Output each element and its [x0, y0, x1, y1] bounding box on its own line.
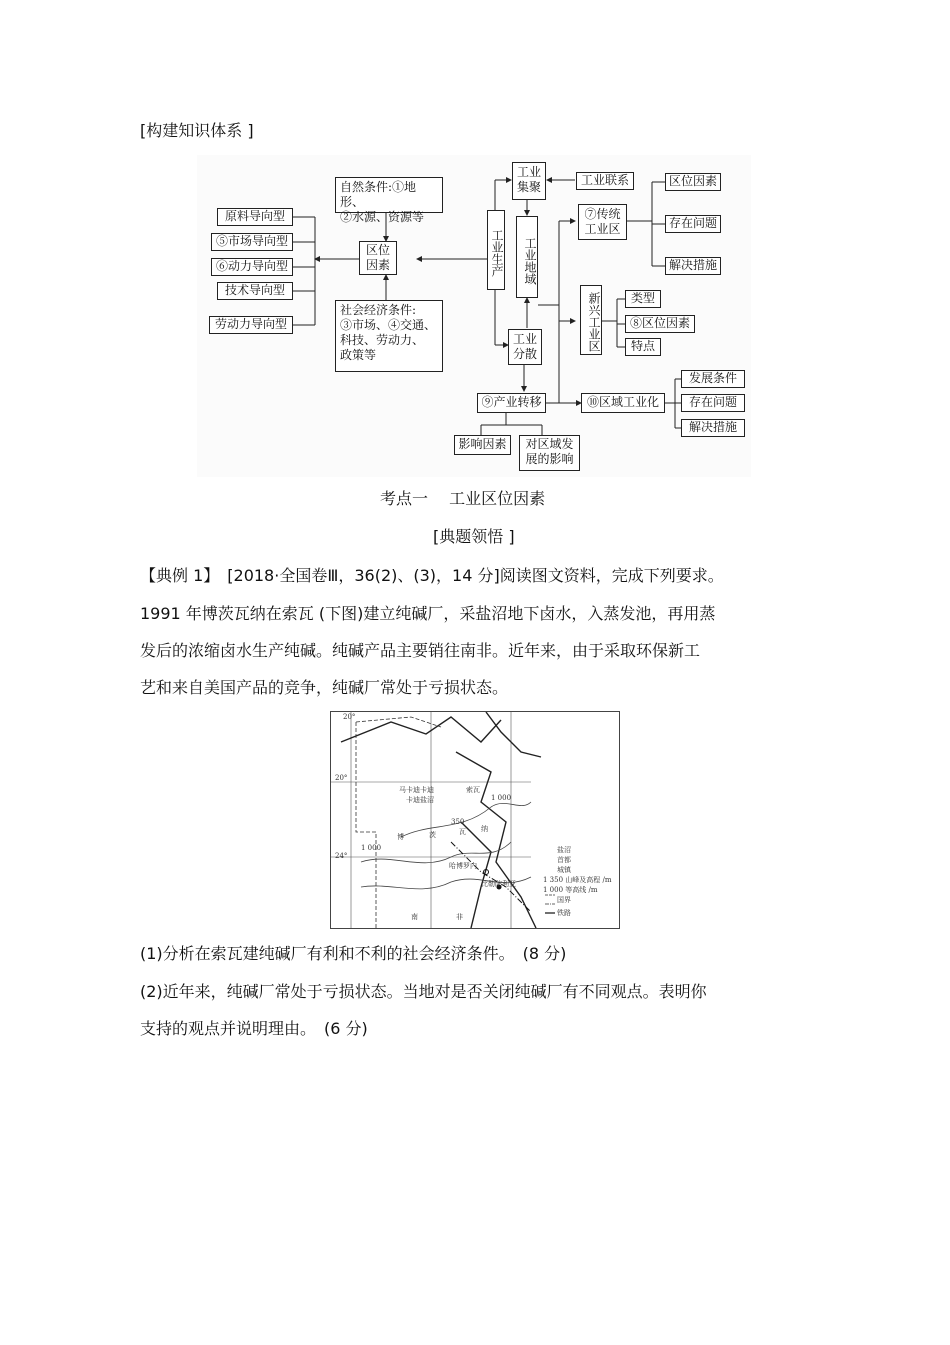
- natural-conditions-line2: ②水源、资源等: [340, 210, 425, 224]
- contour-1000-a: 1 000: [491, 794, 512, 802]
- location-factors-box: [359, 241, 397, 275]
- peak-350: 350: [451, 818, 465, 826]
- traditional-item-location: 区位因素: [665, 173, 721, 191]
- industrialization-item-conditions: 发展条件: [681, 370, 745, 388]
- question-1: (1)分析在索瓦建纯碱厂有利和不利的社会经济条件。 (8 分): [140, 944, 567, 963]
- social-line3: 科技、劳动力、: [340, 333, 425, 347]
- section-subtitle: [典题领悟 ]: [433, 527, 515, 546]
- place-sowa: 索瓦: [466, 786, 480, 794]
- industrial-region-box: 工业地域: [516, 216, 538, 298]
- knowledge-diagram: [197, 155, 751, 477]
- lat-label-3: 24°: [335, 852, 348, 860]
- lat-label-1: 20°: [343, 713, 356, 721]
- legend-contour: 1 000 等高线 /m: [543, 886, 598, 894]
- new-region-box: 新兴工业区: [580, 285, 602, 355]
- location-factors-label: 区位因素: [365, 243, 390, 272]
- example-line-3: 发后的浓缩卤水生产纯碱。纯碱产品主要销往南非。近年来，由于采取环保新工: [140, 641, 701, 660]
- contour-1000-b: 1 000: [361, 844, 382, 852]
- country-wa: 瓦: [459, 828, 466, 836]
- place-pan: 卡迪盐沼: [406, 796, 434, 804]
- transfer-impact-label: 对区域发展的影响: [525, 437, 574, 466]
- country-bo: 博: [397, 833, 404, 841]
- legend-railway: 铁路: [557, 909, 571, 917]
- social-line4: 政策等: [340, 348, 377, 362]
- botswana-map: [330, 711, 620, 929]
- orientation-power: ⑥动力导向型: [211, 258, 293, 276]
- country-na: 纳: [481, 825, 488, 833]
- orientation-market: ⑤市场导向型: [211, 233, 293, 251]
- industrial-agglomeration-box: [512, 162, 546, 200]
- country-tswa: 茨: [429, 831, 436, 839]
- question-2-line1: (2)近年来，纯碱厂常处于亏损状态。当地对是否关闭纯碱厂有不同观点。表明你: [140, 982, 707, 1001]
- lat-label-2: 20°: [335, 774, 348, 782]
- section-title: 考点一 工业区位因素: [380, 489, 546, 508]
- agglomeration-label: 工业集聚: [516, 165, 541, 194]
- industrial-production-box: 工业生产: [487, 210, 505, 290]
- country-south: 南: [411, 913, 418, 921]
- social-line1: 社会经济条件:: [340, 303, 417, 317]
- social-conditions-box: [335, 300, 443, 372]
- legend-capital: 首都: [557, 856, 571, 864]
- traditional-item-measures: 解决措施: [665, 257, 721, 275]
- natural-conditions-line1: 自然条件:①地形、: [340, 180, 417, 209]
- orientation-labor: 劳动力导向型: [209, 316, 293, 334]
- place-pretoria: 比勒陀利亚: [481, 880, 516, 888]
- transfer-item-impact: [519, 435, 580, 471]
- traditional-item-problems: 存在问题: [665, 215, 721, 233]
- new-item-location: ⑧区位因素: [625, 315, 695, 333]
- regional-industrialization-box: ⑩区域工业化: [581, 393, 665, 413]
- legend-town: 城镇: [557, 866, 571, 874]
- question-2-line2: 支持的观点并说明理由。 (6 分): [140, 1019, 368, 1038]
- traditional-region-box: [578, 204, 627, 240]
- map-drawing: [331, 712, 619, 928]
- industrial-dispersion-box: [508, 329, 542, 365]
- new-item-features: 特点: [625, 338, 661, 356]
- orientation-technology: 技术导向型: [217, 282, 293, 300]
- natural-conditions-box: [335, 177, 443, 224]
- legend-salt-pan: 盐沼: [557, 846, 571, 854]
- industrial-linkage-box: 工业联系: [576, 172, 634, 190]
- transfer-item-factors: 影响因素: [454, 435, 511, 455]
- orientation-raw: 原料导向型: [217, 208, 293, 226]
- place-makgadikgadi: 马卡迪卡迪: [399, 786, 434, 794]
- industrialization-item-measures: 解决措施: [681, 419, 745, 437]
- industrialization-item-problems: 存在问题: [681, 394, 745, 412]
- industry-transfer-box: ⑨产业转移: [477, 393, 546, 413]
- example-line-4: 艺和来自美国产品的竞争，纯碱厂常处于亏损状态。: [140, 678, 509, 697]
- traditional-label: ⑦传统工业区: [584, 207, 621, 236]
- legend-peak: 1 350 山峰及高程 /m: [543, 876, 612, 884]
- example-line-1: 【典例 1】 [2018·全国卷Ⅲ，36(2)、(3)，14 分]阅读图文资料，完成下列要求。: [140, 566, 724, 585]
- section-heading: [构建知识体系 ]: [140, 121, 254, 140]
- example-line-2: 1991 年博茨瓦纳在索瓦 (下图)建立纯碱厂，采盐沼地下卤水，入蒸发池，再用蒸: [140, 604, 716, 623]
- place-gaborone: 哈博罗内: [449, 862, 477, 870]
- social-line2: ③市场、④交通、: [340, 318, 437, 332]
- country-africa: 非: [456, 913, 463, 921]
- legend-border: 国界: [557, 896, 571, 904]
- dispersion-label: 工业分散: [512, 332, 537, 361]
- new-item-type: 类型: [625, 290, 661, 308]
